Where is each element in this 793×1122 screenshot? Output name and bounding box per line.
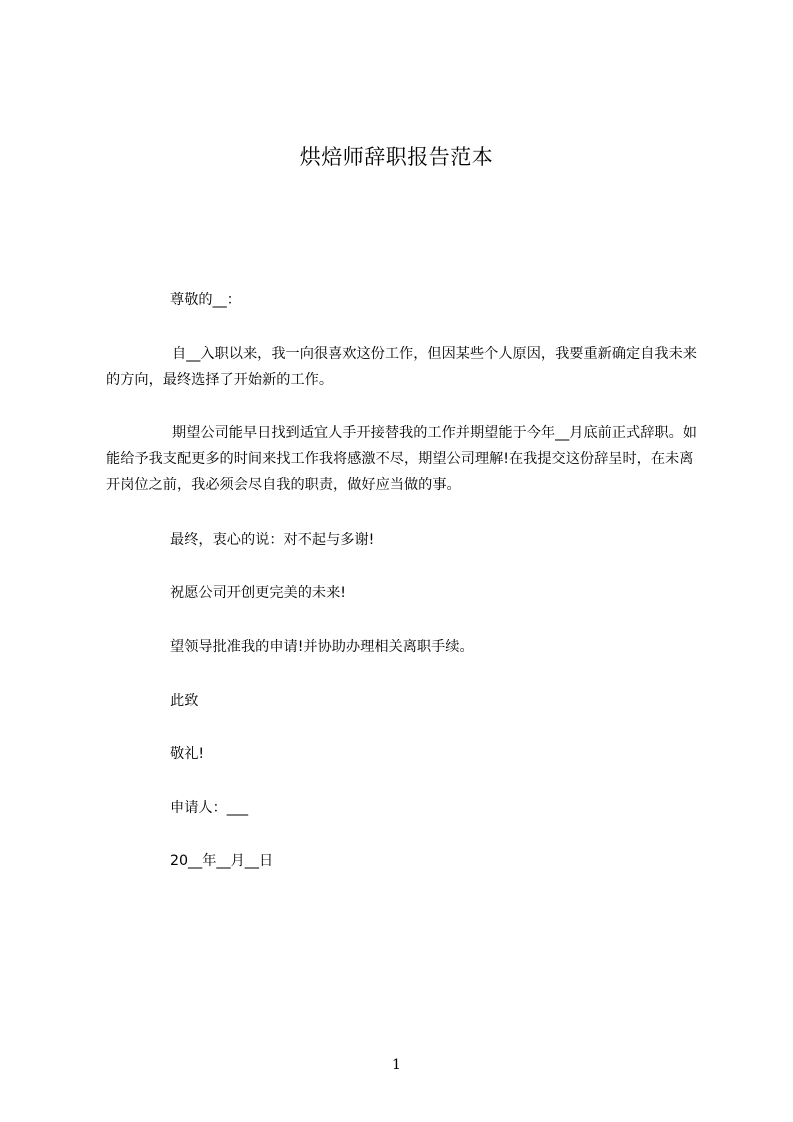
paragraph-request: 期望公司能早日找到适宜人手开接替我的工作并期望能于今年__月底前正式辞职。如能给予我支配更多的时间来找工作我将感激不尽，期望公司理解!在我提交这份辞呈时，在未离开岗位之前，我必须会尽自我的职责，做好应当做的事。 [106,425,697,493]
closing-line-2: 敬礼! [170,746,205,762]
paragraph-intro: 自__入职以来，我一向很喜欢这份工作，但因某些个人原因，我要重新确定自我未来的方向，最终选择了开始新的工作。 [106,346,697,388]
page-number: 1 [392,1057,401,1073]
applicant-line: 申请人：___ [170,800,249,816]
date-line: 20__年__月__日 [170,853,274,869]
paragraph-wishes: 祝愿公司开创更完美的未来! [170,585,346,601]
paragraph-approval: 望领导批准我的申请!并协助办理相关离职手续。 [170,639,474,655]
paragraph-thanks: 最终，衷心的说：对不起与多谢! [170,532,375,548]
closing-line-1: 此致 [170,693,199,709]
salutation: 尊敬的__： [170,292,241,308]
document-title: 烘焙师辞职报告范本 [299,145,494,169]
